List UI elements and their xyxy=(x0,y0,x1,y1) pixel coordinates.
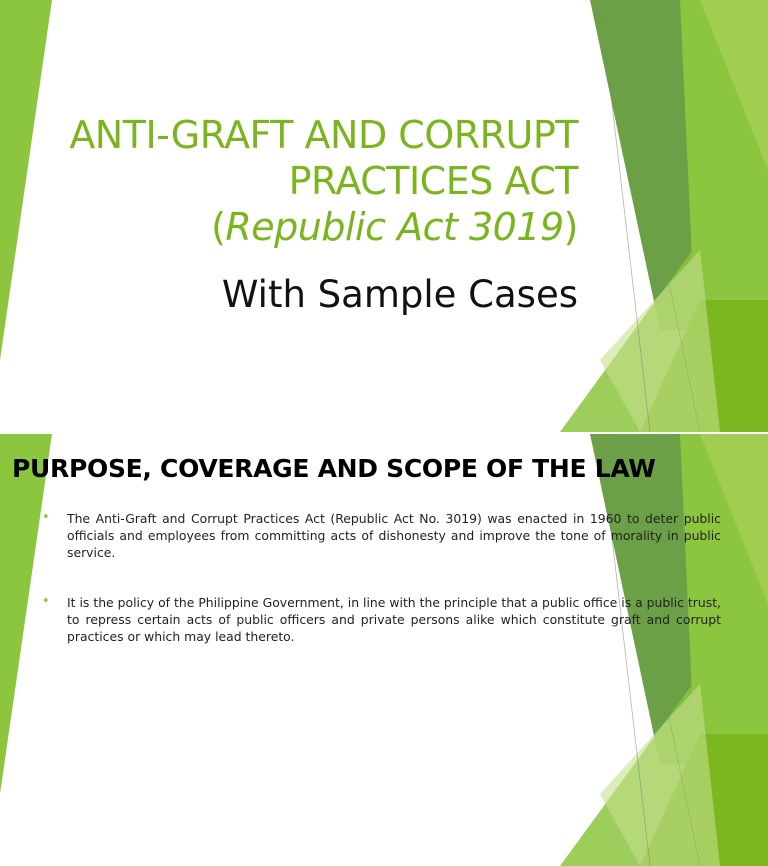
bullet-list xyxy=(40,510,721,678)
slide-subtitle: With Sample Cases xyxy=(221,273,578,316)
bullet-text: The Anti-Graft and Corrupt Practices Act (Republic Act No. 3019) was enacted in 1960 to deter public officials and employees from committing acts of dishonesty and improve the tone of morality in public service. xyxy=(67,511,721,560)
left-green-triangle xyxy=(0,0,52,360)
bullet-marker: • xyxy=(42,594,50,609)
bullet-marker: • xyxy=(42,510,50,525)
content-slide xyxy=(0,434,768,866)
title-line-1: ANTI-GRAFT AND CORRUPT xyxy=(69,113,578,157)
title-open-paren: ( xyxy=(211,205,226,249)
title-close-paren: ) xyxy=(563,205,578,249)
bullet-item xyxy=(40,594,721,645)
title-republic-act: Republic Act 3019 xyxy=(225,205,564,249)
bullet-item xyxy=(40,510,721,561)
section-heading: PURPOSE, COVERAGE AND SCOPE OF THE LAW xyxy=(12,454,656,483)
slide-title xyxy=(69,112,578,250)
title-line-2: PRACTICES ACT xyxy=(288,159,578,203)
title-line-3 xyxy=(69,204,578,250)
title-slide xyxy=(0,0,768,432)
bullet-text: It is the policy of the Philippine Government, in line with the principle that a public office is a public trust, to repress certain acts of public officers and private persons alike which constitute graft and corrupt practices or which may lead thereto. xyxy=(67,595,721,644)
